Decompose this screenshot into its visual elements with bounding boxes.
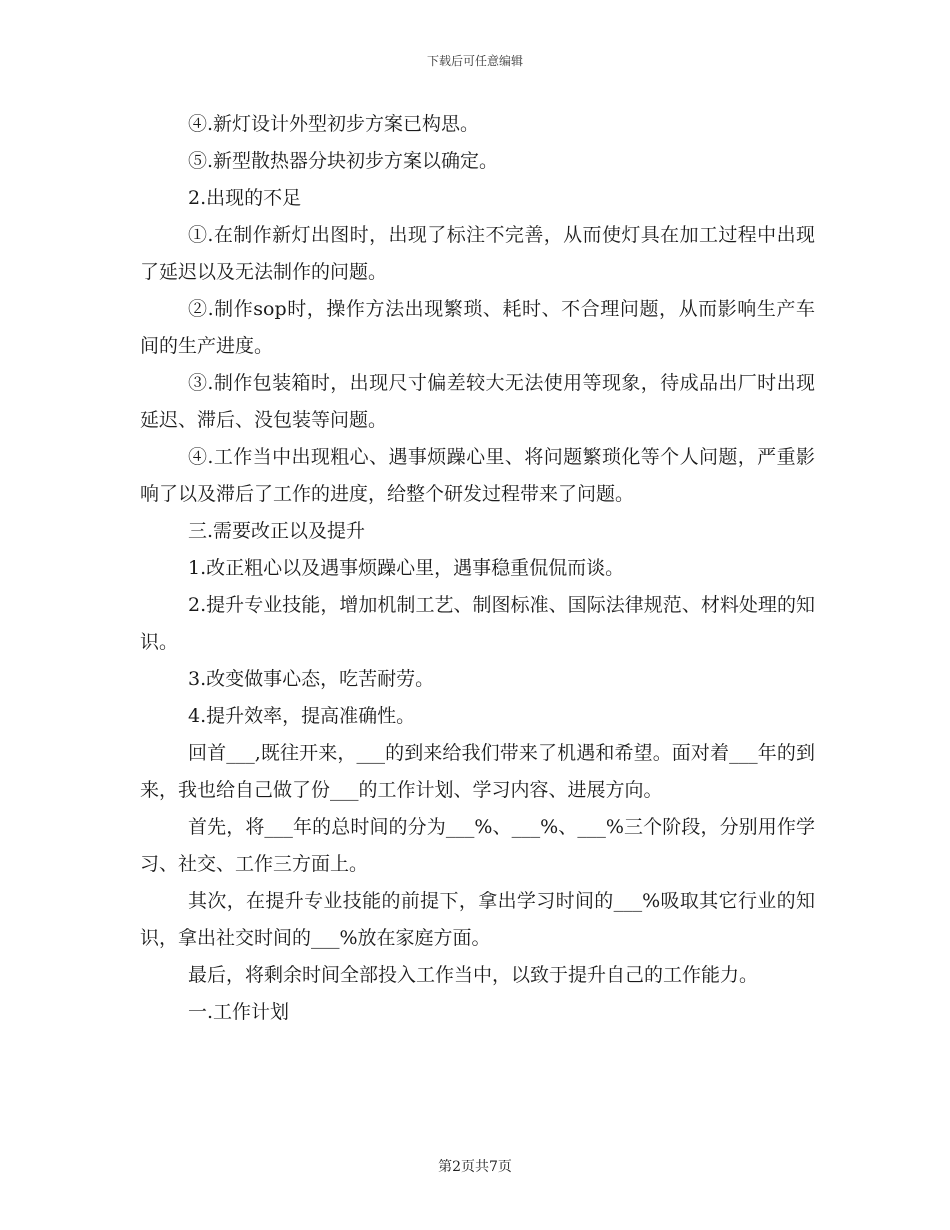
paragraph: ②.制作sop时，操作方法出现繁琐、耗时、不合理问题，从而影响生产车间的生产进度。 (140, 298, 815, 357)
paragraph: ⑤.新型散热器分块初步方案以确定。 (188, 150, 499, 172)
paragraph: ④.新灯设计外型初步方案已构思。 (188, 113, 480, 135)
paragraph: 最后，将剩余时间全部投入工作当中，以致于提升自己的工作能力。 (188, 964, 759, 986)
paragraph: 一.工作计划 (188, 1001, 290, 1023)
paragraph: ③.制作包装箱时，出现尺寸偏差较大无法使用等现象，待成品出厂时出现延迟、滞后、没包装等问题。 (140, 372, 815, 431)
page-number-footer: 第2页共7页 (438, 1159, 512, 1175)
paragraph: 4.提升效率，提高准确性。 (188, 705, 416, 727)
paragraph: 1.改正粗心以及遇事烦躁心里，遇事稳重侃侃而谈。 (188, 557, 625, 579)
paragraph: 2.出现的不足 (188, 187, 302, 209)
paragraph: ④.工作当中出现粗心、遇事烦躁心里、将问题繁琐化等个人问题，严重影响了以及滞后了工作的进度，给整个研发过程带来了问题。 (140, 446, 815, 505)
paragraph: 3.改变做事心态，吃苦耐劳。 (188, 668, 435, 690)
paragraph: 其次，在提升专业技能的前提下，拿出学习时间的___%吸取其它行业的知识，拿出社交时间的___%放在家庭方面。 (140, 890, 815, 949)
page-header-note: 下载后可任意编辑 (426, 54, 523, 68)
paragraph: ①.在制作新灯出图时，出现了标注不完善，从而使灯具在加工过程中出现了延迟以及无法制作的问题。 (140, 224, 815, 283)
paragraph: 三.需要改正以及提升 (188, 520, 366, 542)
paragraph: 回首___,既往开来，___的到来给我们带来了机遇和希望。面对着___年的到来，我也给自己做了份___的工作计划、学习内容、进展方向。 (140, 742, 815, 801)
paragraph: 2.提升专业技能，增加机制工艺、制图标准、国际法律规范、材料处理的知识。 (140, 594, 815, 653)
paragraph: 首先，将___年的总时间的分为___%、___%、___%三个阶段，分别用作学习、社交、工作三方面上。 (140, 816, 815, 875)
document-body (140, 106, 815, 1031)
